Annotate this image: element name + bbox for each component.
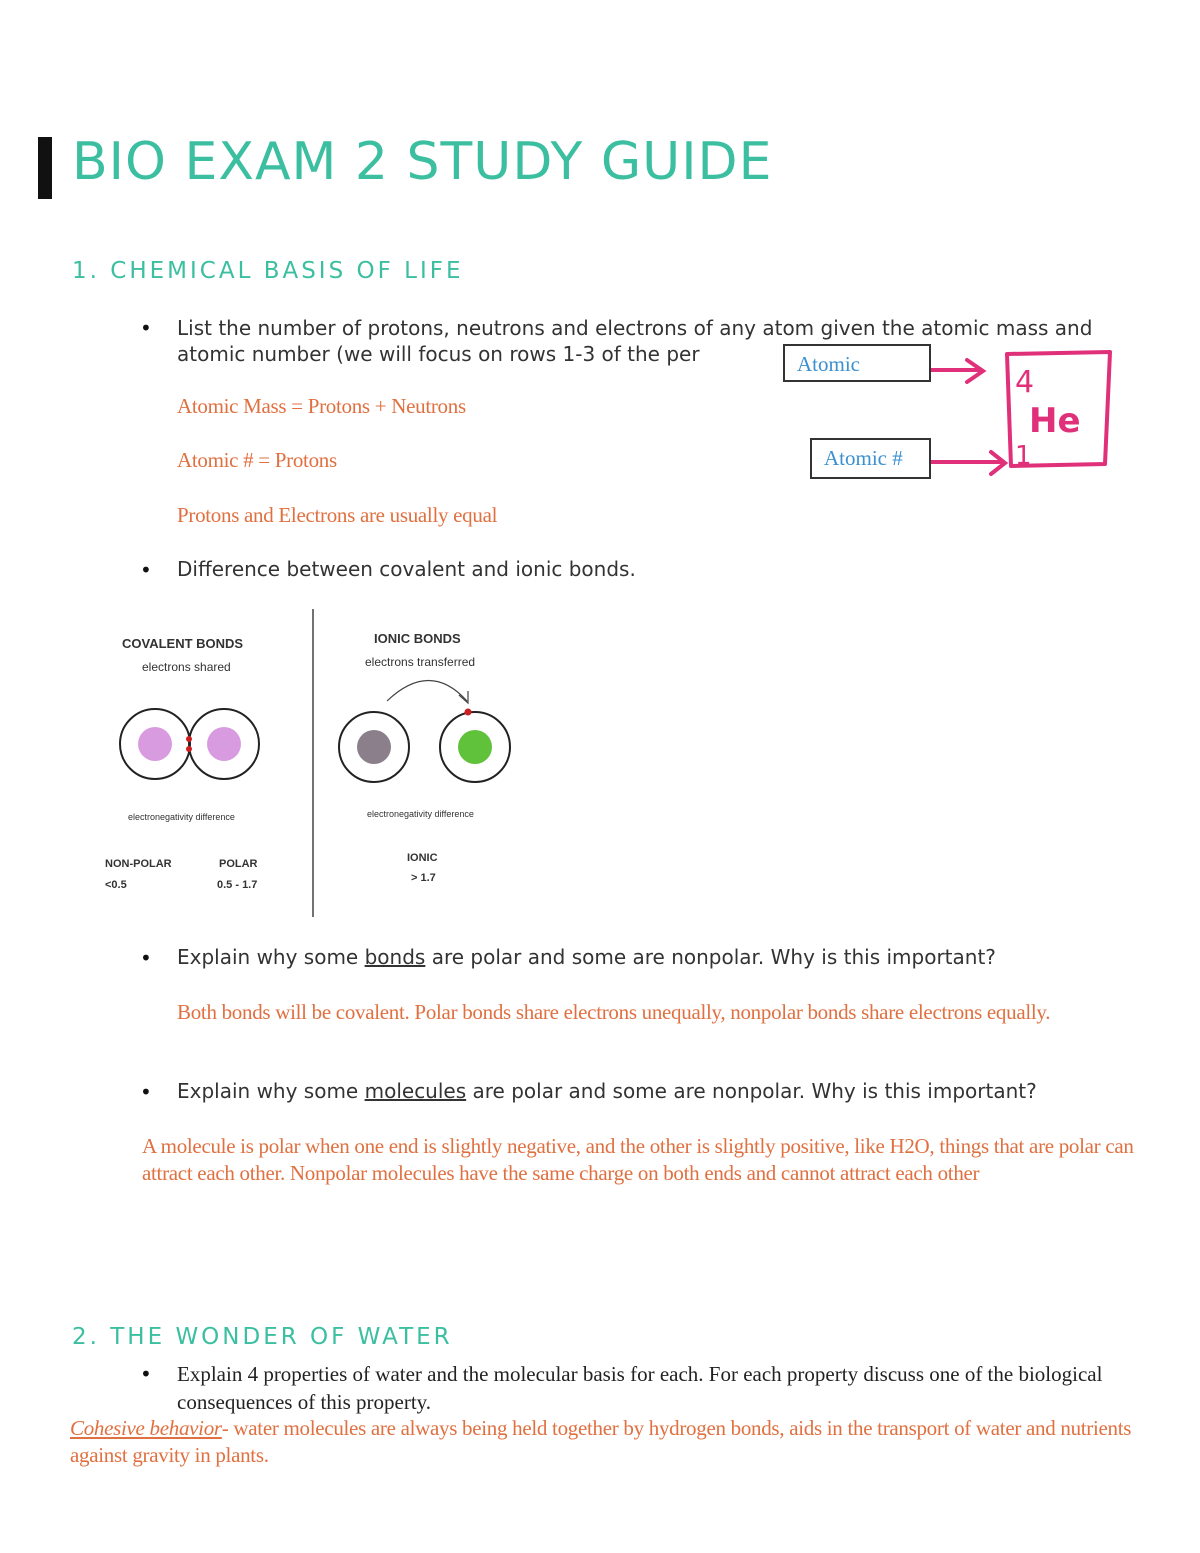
bullet-marker: • bbox=[140, 946, 152, 970]
note-atomic-number: Atomic # = Protons bbox=[177, 448, 337, 472]
bullet-atom-counts: List the number of protons, neutrons and electrons of any atom given the atomic mass and atomic number (we will focus on rows 1-3 of the per bbox=[177, 316, 1093, 366]
covalent-title: COVALENT BONDS bbox=[122, 636, 244, 651]
shared-electron bbox=[186, 736, 192, 742]
hand-atomic-number: 1 bbox=[1015, 441, 1032, 471]
covalent-subtitle: electrons shared bbox=[142, 660, 231, 674]
callout-box-atomic: Atomic bbox=[783, 344, 931, 382]
ionic-label: IONIC bbox=[407, 852, 438, 864]
hand-mass-number: 4 bbox=[1015, 365, 1035, 400]
section-heading-1: 1. CHEMICAL BASIS OF LIFE bbox=[72, 258, 464, 284]
ionic-subtitle: electrons transferred bbox=[365, 655, 476, 669]
bullet-water-properties: Explain 4 properties of water and the molecular basis for each. For each property discuss one of the biological consequences of this property. bbox=[177, 1362, 1103, 1414]
bullet-polar-bonds: Explain why some bonds are polar and some are nonpolar. Why is this important? bbox=[177, 945, 996, 969]
ionic-value: > 1.7 bbox=[411, 872, 436, 884]
bullet-marker: • bbox=[140, 558, 152, 582]
transferred-electron bbox=[465, 709, 472, 716]
note-polar-bonds: Both bonds will be covalent. Polar bonds share electrons unequally, nonpolar bonds share electrons equally. bbox=[177, 1000, 1051, 1024]
hand-element-symbol: He bbox=[1029, 401, 1081, 441]
polar-label: POLAR bbox=[219, 858, 258, 870]
handwritten-element-sketch bbox=[925, 340, 1120, 480]
covalent-nucleus-right bbox=[207, 727, 241, 761]
note-protons-electrons: Protons and Electrons are usually equal bbox=[177, 503, 498, 527]
shared-electron bbox=[186, 746, 192, 752]
note-cohesive-behavior: Cohesive behavior- water molecules are always being held together by hydrogen bonds, aids in the transport of water and nutrients against gravity in plants. bbox=[70, 1416, 1132, 1467]
ionic-en-diff-label: electronegativity difference bbox=[367, 809, 474, 819]
transfer-arrow bbox=[387, 681, 467, 702]
bullet-bond-difference: Difference between covalent and ionic bonds. bbox=[177, 557, 636, 581]
covalent-nucleus-left bbox=[138, 727, 172, 761]
ionic-nucleus-left bbox=[357, 730, 391, 764]
ionic-nucleus-right bbox=[458, 730, 492, 764]
title-accent-bar bbox=[38, 137, 52, 199]
ionic-title: IONIC BONDS bbox=[374, 631, 461, 646]
bonds-diagram bbox=[95, 605, 535, 920]
callout-box-atomic-number: Atomic # bbox=[810, 438, 931, 479]
bullet-marker: • bbox=[140, 1080, 152, 1104]
nonpolar-value: <0.5 bbox=[105, 879, 127, 891]
covalent-en-diff-label: electronegativity difference bbox=[128, 812, 235, 822]
note-polar-molecules: A molecule is polar when one end is slightly negative, and the other is slightly positive, like H2O, things that are polar can attract each other. Nonpolar molecules have the same charge on both ends and cannot attract each other bbox=[142, 1134, 1134, 1185]
note-atomic-mass: Atomic Mass = Protons + Neutrons bbox=[177, 394, 466, 418]
section-heading-2: 2. THE WONDER OF WATER bbox=[72, 1324, 453, 1350]
page-title: BIO EXAM 2 STUDY GUIDE bbox=[72, 132, 773, 192]
polar-value: 0.5 - 1.7 bbox=[217, 879, 258, 891]
bullet-marker: • bbox=[140, 316, 152, 340]
nonpolar-label: NON-POLAR bbox=[105, 858, 172, 870]
bullet-polar-molecules: Explain why some molecules are polar and some are nonpolar. Why is this important? bbox=[177, 1079, 1037, 1103]
bullet-marker: • bbox=[140, 1362, 152, 1386]
